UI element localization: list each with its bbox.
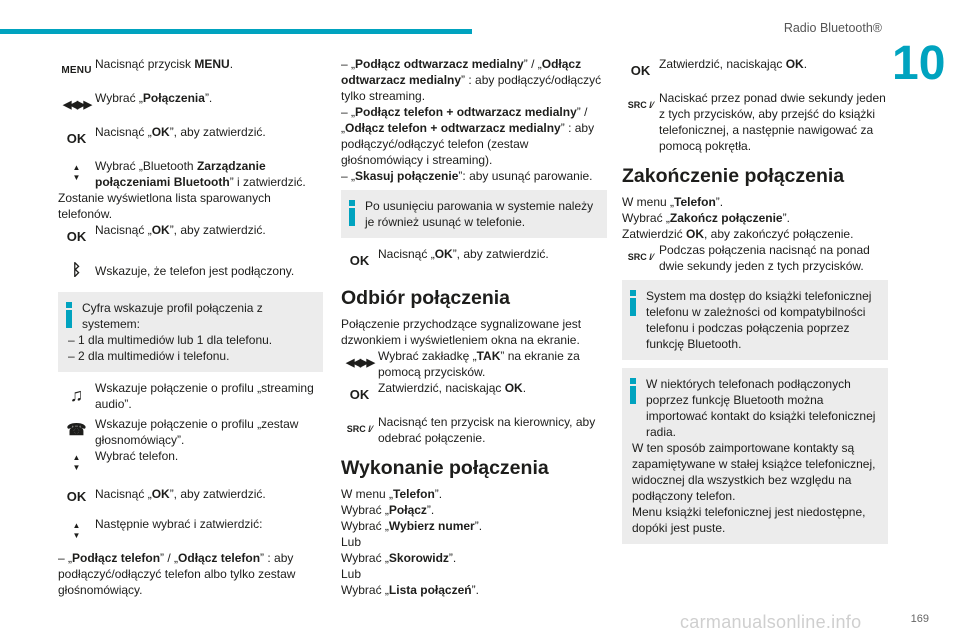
- info-text: W niektórych telefonach podłączonych poprzez funkcję Bluetooth można importować kontakt do książki telefonicznej radia.: [646, 377, 876, 439]
- left-right-arrows-icon: ◀◀ ▶▶: [63, 99, 90, 111]
- make-or-2: Lub: [341, 567, 362, 581]
- ok-button-icon: OK: [349, 253, 370, 268]
- src-steering-button-icon: SRC /⁄: [627, 252, 654, 262]
- info-text-2: W ten sposób zaimportowane kontakty są zapamiętywane w stałej książce telefonicznej, widocznej dla wszystkich bez względu na podłączony telefon.: [632, 441, 876, 503]
- info-text: Po usunięciu parowania w systemie należy je również usunąć w telefonie.: [365, 199, 594, 229]
- info-icon: [66, 302, 72, 328]
- info-item: – 2 dla multimediów i telefonu.: [68, 349, 230, 363]
- step-text: Nacisnąć „OK”, aby zatwierdzić.: [95, 125, 266, 139]
- heading-end-call: Zakończenie połączenia: [622, 165, 845, 187]
- step-text: Wybrać zakładkę „TAK” na ekranie za pomocą przycisków.: [378, 349, 580, 379]
- info-text: System ma dostęp do książki telefonicznej telefonu w zależności od kompatybilności telefonu i podczas połączenia poprzez funkcję Bluetooth.: [646, 289, 872, 351]
- src-steering-button-icon: SRC /⁄: [627, 100, 654, 110]
- step-text: Następnie wybrać i zatwierdzić:: [95, 517, 263, 531]
- music-note-icon: ♫: [69, 385, 84, 405]
- info-item: – 1 dla multimediów lub 1 dla telefonu.: [68, 333, 273, 347]
- phone-keypad-icon: ☎: [66, 422, 87, 439]
- option-delete-connection: – „Skasuj połączenie”: aby usunąć parowanie.: [341, 169, 593, 183]
- step-text: Naciskać przez ponad dwie sekundy jeden z tych przycisków, aby przejść do książki telefonicznej, a następnie nawigować za pomocą pokrętła.: [659, 91, 886, 153]
- up-down-arrows-icon: ▲ ▼: [72, 453, 81, 472]
- step-text: Podczas połączenia nacisnąć na ponad dwie sekundy jeden z tych przycisków.: [659, 243, 870, 273]
- make-or-1: Lub: [341, 535, 362, 549]
- step-text: Zatwierdzić, naciskając OK.: [378, 381, 527, 395]
- ok-button-icon: OK: [66, 229, 87, 244]
- info-icon: [630, 290, 636, 316]
- make-step-2: Wybrać „Połącz”.: [341, 503, 435, 517]
- option-phone-media: – „Podłącz telefon + odtwarzacz medialny” / „Odłącz telefon + odtwarzacz medialny” : aby podłączyć/odłączyć telefon (zestaw głośnomówiący i streaming).: [341, 105, 595, 167]
- step-text: Nacisnąć ten przycisk na kierownicy, aby odebrać połączenie.: [378, 415, 596, 445]
- end-step-3: Zatwierdzić OK, aby zakończyć połączenie.: [622, 227, 854, 241]
- step-text: Wskazuje, że telefon jest podłączony.: [95, 264, 295, 278]
- paired-list-note: Zostanie wyświetlona lista sparowanych telefonów.: [58, 191, 271, 221]
- info-icon: [349, 200, 355, 226]
- step-confirm-ok-2: [58, 222, 323, 252]
- step-steering-button: [341, 414, 607, 446]
- step-text: Wskazuje połączenie o profilu „streaming audio”.: [95, 381, 314, 411]
- step-handsfree-profile: [58, 416, 323, 448]
- ok-button-icon: OK: [630, 63, 651, 78]
- header-accent-bar: [0, 29, 472, 34]
- step-text: Wybrać telefon.: [95, 449, 179, 463]
- step-select-confirm: [58, 516, 323, 546]
- chapter-number: 10: [892, 37, 946, 90]
- step-text: Wskazuje połączenie o profilu „zestaw głosnomówiący”.: [95, 417, 299, 447]
- info-box-phonebook: [622, 280, 888, 360]
- src-steering-button-icon: SRC /⁄: [346, 424, 373, 434]
- end-step-1: W menu „Telefon”.: [622, 195, 724, 209]
- step-text: Wybrać „Bluetooth Zarządzanie połączeniami Bluetooth” i zatwierdzić.: [95, 159, 306, 189]
- page-header-title: Radio Bluetooth®: [783, 21, 882, 35]
- info-icon: [630, 378, 636, 404]
- make-step-5: Wybrać „Lista połączeń”.: [341, 583, 479, 597]
- step-confirm-ok: [622, 56, 888, 86]
- make-step-1: W menu „Telefon”.: [341, 487, 443, 501]
- make-step-4: Wybrać „Skorowidz”.: [341, 551, 457, 565]
- step-streaming-profile: [58, 380, 323, 412]
- step-confirm-ok-receive: [341, 380, 607, 410]
- step-text: Wybrać „Połączenia”.: [95, 91, 213, 105]
- step-menu: [58, 56, 323, 86]
- step-text: Nacisnąć „OK”, aby zatwierdzić.: [378, 247, 549, 261]
- ok-button-icon: OK: [66, 131, 87, 146]
- step-end-buttons: [622, 242, 888, 274]
- page-number: 169: [910, 613, 929, 625]
- step-phonebook: [622, 90, 888, 154]
- step-confirm-ok-3: [58, 482, 323, 512]
- info-text-3: Menu książki telefonicznej jest niedostępne, dopóki jest puste.: [632, 505, 866, 535]
- step-text: Zatwierdzić, naciskając OK.: [659, 57, 808, 71]
- option-media-player: – „Podłącz odtwarzacz medialny” / „Odłącz odtwarzacz medialny” : aby podłączyć/odłączyć tylko streaming.: [341, 57, 602, 103]
- info-box-profile: [58, 292, 323, 372]
- ok-button-icon: OK: [66, 489, 87, 504]
- step-select-connections: [58, 90, 323, 120]
- step-text: Nacisnąć „OK”, aby zatwierdzić.: [95, 487, 266, 501]
- step-bluetooth-connected: [58, 256, 323, 286]
- column-3: [622, 56, 888, 552]
- make-step-3: Wybrać „Wybierz numer”.: [341, 519, 483, 533]
- end-step-2: Wybrać „Zakończ połączenie”.: [622, 211, 790, 225]
- menu-button-icon: MENU: [61, 65, 92, 76]
- step-select-bluetooth: [58, 158, 323, 190]
- up-down-arrows-icon: ▲ ▼: [72, 163, 81, 182]
- step-text: Nacisnąć przycisk MENU.: [95, 57, 234, 71]
- step-select-yes: [341, 348, 607, 380]
- ok-button-icon: OK: [349, 387, 370, 402]
- column-2: [341, 56, 607, 598]
- option-connect-phone: – „Podłącz telefon” / „Odłącz telefon” : aby podłączyć/odłączyć telefon albo tylko zestaw głośnomówiący.: [58, 551, 296, 597]
- receive-intro: Połączenie przychodzące sygnalizowane jest dzwonkiem i wyświetleniem okna na ekranie.: [341, 317, 582, 347]
- step-confirm-ok: [341, 246, 607, 276]
- up-down-arrows-icon: ▲ ▼: [72, 521, 81, 540]
- heading-receive-call: Odbiór połączenia: [341, 287, 511, 309]
- step-text: Nacisnąć „OK”, aby zatwierdzić.: [95, 223, 266, 237]
- column-1: [58, 56, 323, 598]
- bluetooth-icon: ᛒ: [71, 262, 82, 279]
- left-right-arrows-icon: ◀◀ ▶▶: [346, 357, 373, 369]
- heading-make-call: Wykonanie połączenia: [341, 457, 549, 479]
- watermark: carmanualsonline.info: [680, 612, 862, 632]
- info-box-import: [622, 368, 888, 544]
- info-text: Cyfra wskazuje profil połączenia z systemem:: [82, 301, 263, 331]
- step-confirm-ok: [58, 124, 323, 154]
- step-select-phone: [58, 448, 323, 478]
- info-box-unpair: [341, 190, 607, 238]
